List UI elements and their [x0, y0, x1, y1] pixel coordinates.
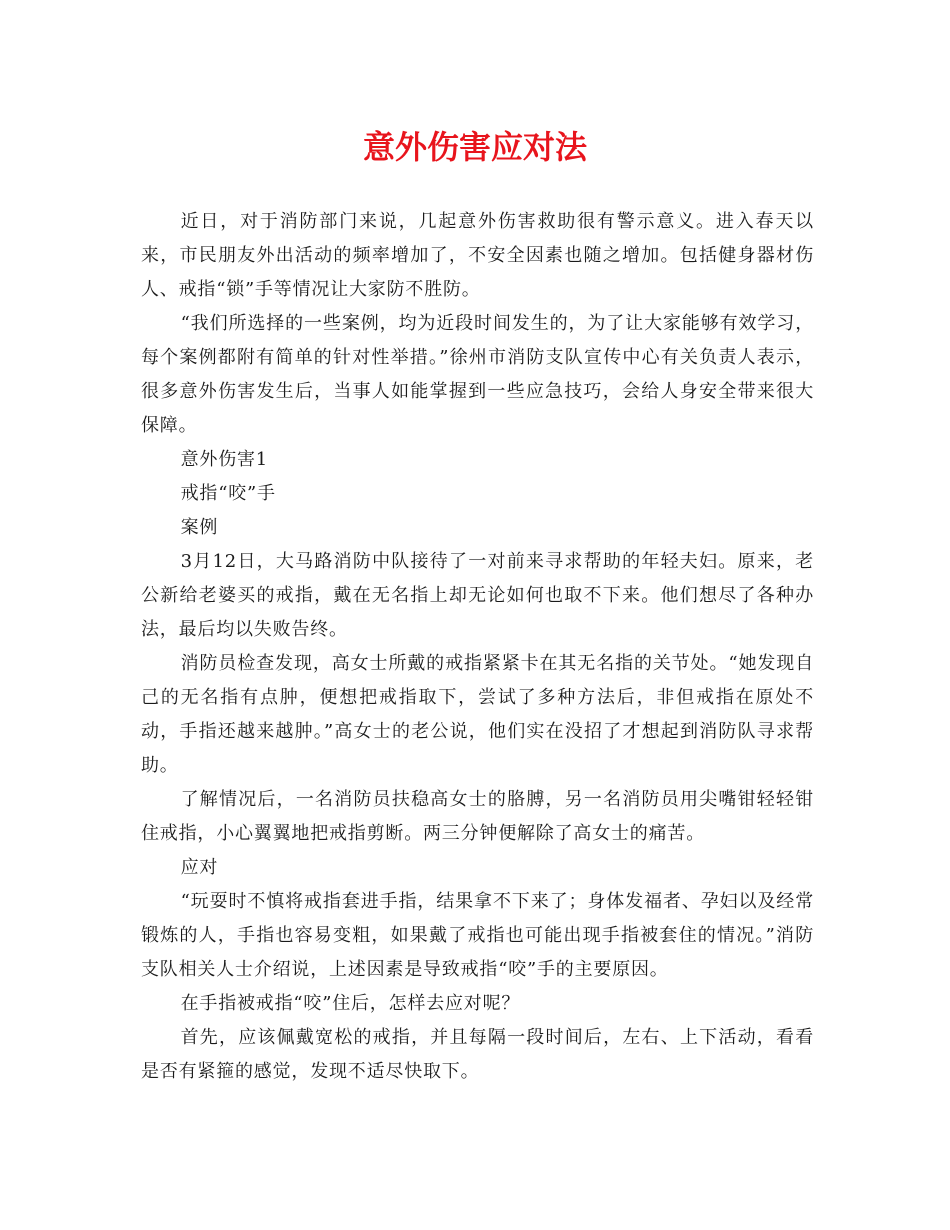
paragraph-case-3: 了解情况后，一名消防员扶稳高女士的胳膊，另一名消防员用尖嘴钳轻轻钳住戒指，小心翼翼地把戒指剪断。两三分钟便解除了高女士的痛苦。 — [141, 789, 814, 844]
section-heading-injury-1: 意外伤害1 — [180, 449, 269, 470]
paragraph-case-2: 消防员检查发现，高女士所戴的戒指紧紧卡在其无名指的关节处。“她发现自己的无名指有点肿，便想把戒指取下，尝试了多种方法后，非但戒指在原处不动，手指还越来越肿。”高女士的老公说，他们实在没招了才想起到消防队寻求帮助。 — [141, 653, 814, 776]
page-title: 意外伤害应对法 — [362, 128, 587, 166]
article-body — [141, 205, 814, 1089]
paragraph-response-2: 首先，应该佩戴宽松的戒指，并且每隔一段时间后，左右、上下活动，看看是否有紧箍的感觉，发现不适尽快取下。 — [141, 1027, 814, 1082]
paragraph-quote: “我们所选择的一些案例，均为近段时间发生的，为了让大家能够有效学习，每个案例都附有简单的针对性举措。”徐州市消防支队宣传中心有关负责人表示，很多意外伤害发生后，当事人如能掌握到一些应急技巧，会给人身安全带来很大保障。 — [141, 313, 814, 436]
section-subheading-ring: 戒指“咬”手 — [180, 483, 276, 504]
paragraph-intro: 近日，对于消防部门来说，几起意外伤害救助很有警示意义。进入春天以来，市民朋友外出活动的频率增加了，不安全因素也随之增加。包括健身器材伤人、戒指“锁”手等情况让大家防不胜防。 — [141, 211, 814, 300]
paragraph-response-1: “玩耍时不慎将戒指套进手指，结果拿不下来了；身体发福者、孕妇以及经常锻炼的人，手指也容易变粗，如果戴了戒指也可能出现手指被套住的情况。”消防支队相关人士介绍说，上述因素是导致戒指“咬”手的主要原因。 — [141, 891, 814, 980]
section-label-case: 案例 — [180, 517, 219, 538]
paragraph-response-question: 在手指被戒指“咬”住后，怎样去应对呢？ — [180, 993, 521, 1014]
section-label-response: 应对 — [180, 857, 219, 878]
paragraph-case-1: 3月12日，大马路消防中队接待了一对前来寻求帮助的年轻夫妇。原来，老公新给老婆买的戒指，戴在无名指上却无论如何也取不下来。他们想尽了各种办法，最后均以失败告终。 — [141, 551, 814, 640]
